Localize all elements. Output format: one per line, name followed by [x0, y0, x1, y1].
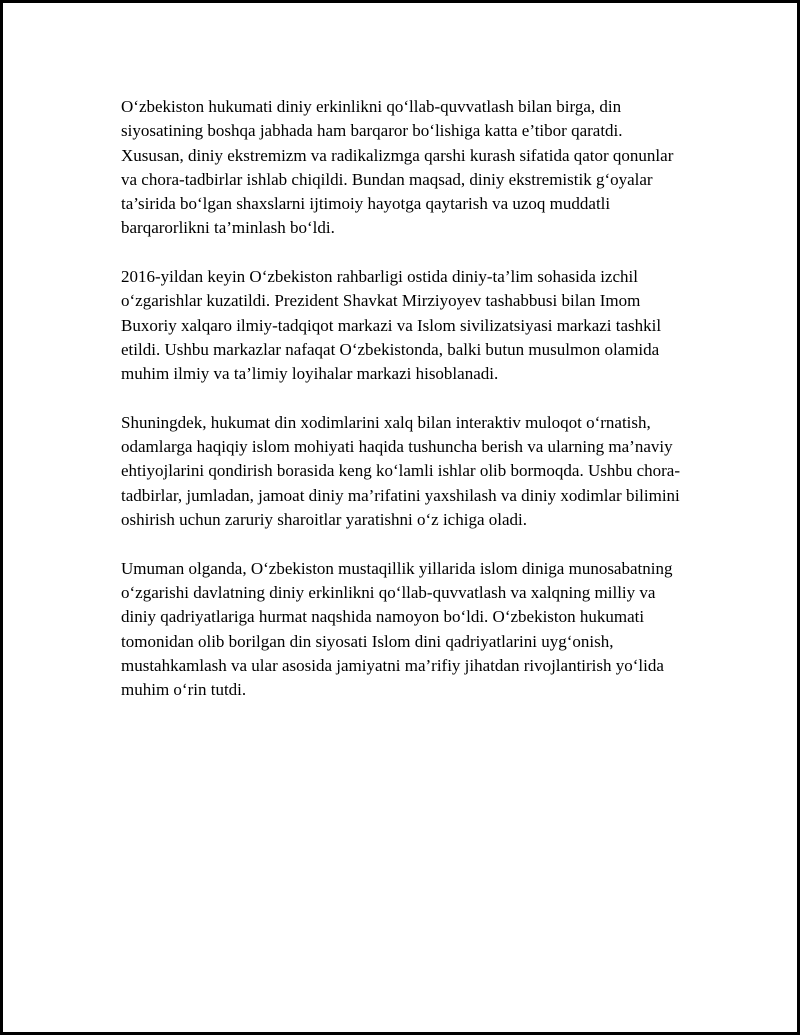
paragraph-3: Shuningdek, hukumat din xodimlarini xalq bilan interaktiv muloqot o‘rnatish, odamlarga haqiqiy islom mohiyati haqida tushuncha berish va ularning ma’naviy ehtiyojlarini qondirish borasida keng ko‘lamli ishlar olib bormoqda. Ushbu chora-tadbirlar, jumladan, jamoat diniy ma’rifatini yaxshilash va diniy xodimlar bilimini oshirish uchun zaruriy sharoitlar yaratishni o‘z ichiga oladi. [121, 412, 680, 530]
document-body [121, 95, 686, 727]
paragraph-1: O‘zbekiston hukumati diniy erkinlikni qo‘llab-quvvatlash bilan birga, din siyosatining boshqa jabhada ham barqaror bo‘lishiga katta e’tibor qaratdi. Xususan, diniy ekstremizm va radikalizmga qarshi kurash sifatida qator qonunlar va chora-tadbirlar ishlab chiqildi. Bundan maqsad, diniy ekstremistik g‘oyalar ta’sirida bo‘lgan shaxslarni ijtimoiy hayotga qaytarish va uzoq muddatli barqarorlikni ta’minlash bo‘ldi. [121, 97, 674, 238]
paragraph-2: 2016-yildan keyin O‘zbekiston rahbarligi ostida diniy-ta’lim sohasida izchil o‘zgarishlar kuzatildi. Prezident Shavkat Mirziyoyev tashabbusi bilan Imom Buxoriy xalqaro ilmiy-tadqiqot markazi va Islom sivilizatsiyasi markazi tashkil etildi. Ushbu markazlar nafaqat O‘zbekistonda, balki butun musulmon olamida muhim ilmiy va ta’limiy loyihalar markazi hisoblanadi. [121, 267, 662, 384]
paragraph-4: Umuman olganda, O‘zbekiston mustaqillik yillarida islom diniga munosabatning o‘zgarishi davlatning diniy erkinlikni qo‘llab-quvvatlash va xalqning milliy va diniy qadriyatlariga hurmat naqshida namoyon bo‘ldi. O‘zbekiston hukumati tomonidan olib borilgan din siyosati Islom dini qadriyatlarini uyg‘onish, mustahkamlash va ular asosida jamiyatni ma’rifiy jihatdan rivojlantirish yo‘lida muhim o‘rin tutdi. [121, 558, 673, 700]
